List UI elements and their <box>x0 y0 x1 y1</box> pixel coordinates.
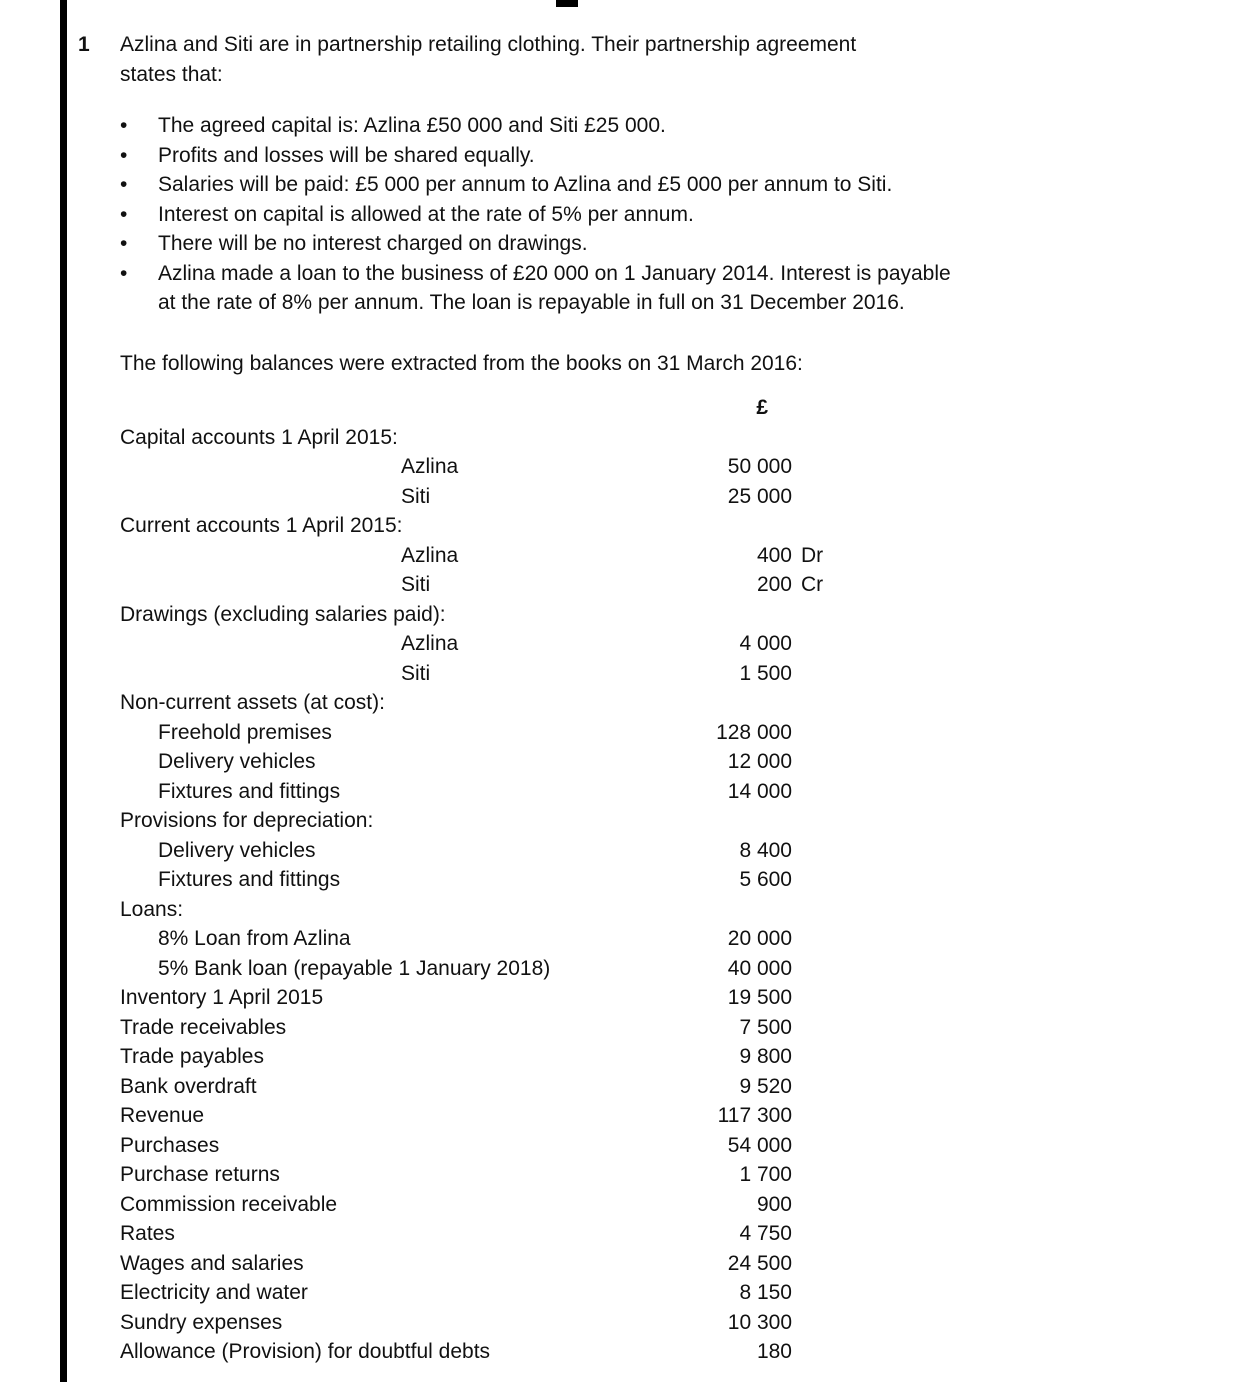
bullet-text: There will be no interest charged on drawings. <box>158 232 588 255</box>
row-label: Commission receivable <box>120 1192 338 1216</box>
row-label: Capital accounts 1 April 2015: <box>120 425 398 449</box>
table-row <box>120 1219 834 1249</box>
table-row <box>120 1160 834 1190</box>
table-row <box>120 895 834 925</box>
table-row <box>120 511 834 541</box>
row-amount: 400 <box>756 543 792 567</box>
question-content <box>78 30 1088 1367</box>
row-suffix <box>792 865 834 895</box>
row-label: Siti <box>401 573 431 596</box>
table-row <box>120 806 834 836</box>
table-row <box>120 600 834 630</box>
row-label: Bank overdraft <box>120 1074 257 1098</box>
row-suffix <box>792 511 834 541</box>
row-amount: 10 300 <box>727 1310 792 1334</box>
page-crop-mark <box>556 0 578 7</box>
row-suffix <box>792 1308 834 1338</box>
row-suffix <box>792 1190 834 1220</box>
row-amount: 1 700 <box>739 1163 792 1186</box>
intro-line: states that: <box>120 63 223 86</box>
row-label: Wages and salaries <box>120 1251 304 1275</box>
row-label: Fixtures and fittings <box>158 868 341 891</box>
row-amount: 20 000 <box>727 927 792 950</box>
table-row <box>120 865 834 895</box>
row-amount: 12 000 <box>727 750 792 773</box>
table-row <box>120 777 834 807</box>
row-label: Purchases <box>120 1133 220 1157</box>
table-row <box>120 718 834 748</box>
table-row <box>120 570 834 600</box>
row-amount <box>662 511 792 541</box>
row-amount: 25 000 <box>727 484 792 508</box>
bullet-item <box>120 141 1088 171</box>
row-amount: 4 750 <box>739 1222 792 1245</box>
bullet-icon: • <box>120 202 128 226</box>
row-suffix <box>792 1160 834 1190</box>
row-label: Fixtures and fittings <box>158 779 341 803</box>
row-amount: 40 000 <box>727 956 792 980</box>
table-row <box>120 1013 834 1043</box>
row-amount: 8 150 <box>739 1281 792 1304</box>
row-label: Sundry expenses <box>120 1310 283 1334</box>
row-suffix <box>792 1101 834 1131</box>
table-row <box>120 836 834 866</box>
row-label: Freehold premises <box>158 720 332 744</box>
row-suffix <box>792 1219 834 1249</box>
row-label: Trade receivables <box>120 1015 287 1039</box>
bullet-text: The agreed capital is: Azlina £50 000 and Siti £25 000. <box>158 114 666 137</box>
row-amount: 14 000 <box>727 779 792 803</box>
table-row <box>120 1042 834 1072</box>
table-row <box>120 1131 834 1161</box>
question-header <box>78 30 1088 90</box>
row-suffix <box>792 1131 834 1161</box>
row-amount: 7 500 <box>739 1015 792 1039</box>
row-amount <box>662 600 792 630</box>
row-label: 8% Loan from Azlina <box>158 927 351 950</box>
table-row <box>120 423 834 453</box>
row-suffix <box>792 806 834 836</box>
bullet-text: Profits and losses will be shared equally. <box>158 143 535 167</box>
row-suffix <box>792 747 834 777</box>
row-amount: 54 000 <box>727 1133 792 1157</box>
row-amount: 9 800 <box>739 1045 792 1068</box>
agreement-bullet-list <box>120 111 1088 318</box>
row-amount <box>662 806 792 836</box>
table-row <box>120 1249 834 1279</box>
row-suffix <box>792 1337 834 1367</box>
bullet-item <box>120 200 1088 230</box>
bullet-item <box>120 229 1088 259</box>
bullet-icon: • <box>120 261 128 285</box>
row-suffix <box>792 1042 834 1072</box>
row-label: Trade payables <box>120 1045 264 1068</box>
row-amount: 900 <box>756 1192 792 1216</box>
row-suffix <box>792 718 834 748</box>
row-label: Siti <box>401 661 431 685</box>
row-suffix <box>792 629 834 659</box>
row-label: Current accounts 1 April 2015: <box>120 514 403 537</box>
row-label: Azlina <box>401 455 459 478</box>
row-amount: 5 600 <box>739 868 792 891</box>
table-row <box>120 659 834 689</box>
row-amount: 50 000 <box>727 455 792 478</box>
row-suffix: Cr <box>801 573 824 596</box>
row-amount: 180 <box>756 1340 792 1363</box>
row-label: Loans: <box>120 897 184 921</box>
row-label: Allowance (Provision) for doubtful debts <box>120 1340 491 1363</box>
bullet-item <box>120 111 1088 141</box>
table-row <box>120 1308 834 1338</box>
row-suffix <box>792 777 834 807</box>
row-suffix: Dr <box>801 543 824 567</box>
table-row <box>120 954 834 984</box>
page-left-border <box>60 0 67 1382</box>
question-intro <box>120 30 856 90</box>
table-row <box>120 688 834 718</box>
row-amount: 9 520 <box>739 1074 792 1098</box>
row-amount: 128 000 <box>716 720 792 744</box>
row-suffix <box>792 954 834 984</box>
row-label: Non-current assets (at cost): <box>120 691 385 714</box>
row-label: 5% Bank loan (repayable 1 January 2018) <box>158 956 551 980</box>
row-suffix <box>792 836 834 866</box>
row-amount: 1 500 <box>739 661 792 685</box>
bullet-text: Interest on capital is allowed at the rate of 5% per annum. <box>158 202 694 226</box>
row-amount <box>662 895 792 925</box>
row-label: Rates <box>120 1222 175 1245</box>
bullet-icon: • <box>120 173 128 196</box>
row-suffix <box>792 423 834 453</box>
table-row <box>120 629 834 659</box>
row-suffix <box>792 688 834 718</box>
row-suffix <box>792 1013 834 1043</box>
row-label: Azlina <box>401 632 459 655</box>
table-row <box>120 482 834 512</box>
table-row <box>120 1101 834 1131</box>
row-label: Electricity and water <box>120 1281 308 1304</box>
row-suffix <box>792 659 834 689</box>
row-suffix <box>792 1072 834 1102</box>
row-label: Azlina <box>401 543 459 567</box>
row-label: Drawings (excluding salaries paid): <box>120 602 446 626</box>
row-amount <box>662 423 792 453</box>
balances-rows <box>120 423 834 1367</box>
row-label: Siti <box>401 484 431 508</box>
table-row <box>120 747 834 777</box>
row-amount <box>662 688 792 718</box>
table-row <box>120 983 834 1013</box>
row-suffix <box>792 924 834 954</box>
row-label: Delivery vehicles <box>158 838 316 862</box>
balances-intro: The following balances were extracted from the books on 31 March 2016: <box>120 351 803 375</box>
row-label: Provisions for depreciation: <box>120 809 374 832</box>
balances-table <box>120 393 834 1367</box>
row-label: Revenue <box>120 1104 205 1127</box>
table-row <box>120 452 834 482</box>
bullet-icon: • <box>120 143 128 167</box>
table-row <box>120 1337 834 1367</box>
table-row <box>120 541 834 571</box>
bullet-icon: • <box>120 232 128 255</box>
row-suffix <box>792 1278 834 1308</box>
row-amount: 117 300 <box>717 1104 792 1127</box>
question-number: 1 <box>78 33 90 56</box>
bullet-icon: • <box>120 114 128 137</box>
row-suffix <box>792 1249 834 1279</box>
bullet-text: Azlina made a loan to the business of £20 000 on 1 January 2014. Interest is payable at the rate of 8% per annum. The loan is repayable in full on 31 December 2016. <box>158 261 951 314</box>
row-amount: 8 400 <box>739 838 792 862</box>
row-label: Delivery vehicles <box>158 750 316 773</box>
row-suffix <box>792 983 834 1013</box>
table-row <box>120 1072 834 1102</box>
bullet-item <box>120 259 1088 318</box>
bullet-item <box>120 170 1088 200</box>
intro-line: Azlina and Siti are in partnership retailing clothing. Their partnership agreement <box>120 33 857 56</box>
table-row <box>120 1190 834 1220</box>
row-suffix <box>792 452 834 482</box>
table-row <box>120 924 834 954</box>
bullet-text: Salaries will be paid: £5 000 per annum to Azlina and £5 000 per annum to Siti. <box>158 173 893 196</box>
row-amount: 200 <box>756 573 792 596</box>
row-amount: 24 500 <box>727 1251 792 1275</box>
row-label: Inventory 1 April 2015 <box>120 986 324 1009</box>
currency-column-header: £ <box>756 395 768 419</box>
row-suffix <box>792 482 834 512</box>
row-amount: 19 500 <box>727 986 792 1009</box>
row-amount: 4 000 <box>739 632 792 655</box>
table-row <box>120 1278 834 1308</box>
row-suffix <box>792 600 834 630</box>
row-label: Purchase returns <box>120 1163 280 1186</box>
row-suffix <box>792 895 834 925</box>
